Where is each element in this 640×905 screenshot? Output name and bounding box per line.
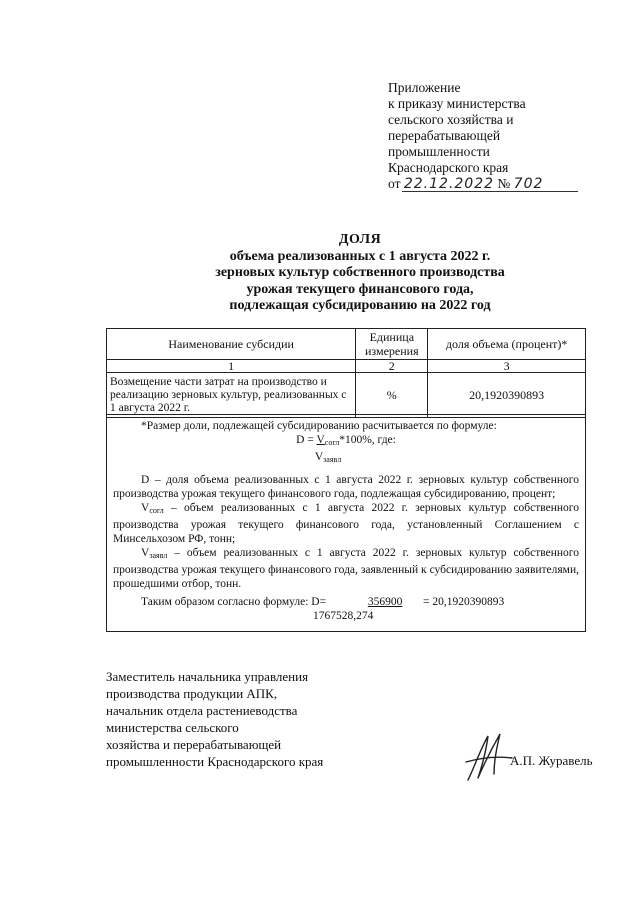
signer-block — [106, 668, 406, 770]
order-reference — [388, 176, 588, 192]
formula-denominator-sub: заявл — [323, 455, 342, 464]
column-number: 1 — [107, 360, 356, 373]
title-line: объема реализованных с 1 августа 2022 г. — [229, 248, 491, 264]
signer-name: А.П. Журавель — [510, 753, 593, 768]
signer-line: министерства сельского — [106, 720, 239, 735]
formula-numerator-sub: согл — [324, 438, 340, 447]
formula-denominator-symbol: V — [314, 451, 324, 463]
result-value: = 20,1920390893 — [422, 596, 505, 608]
appendix-block — [388, 80, 588, 192]
result-prefix: Таким образом согласно формуле: D= — [141, 596, 327, 608]
appendix-line: Краснодарского края — [388, 160, 509, 175]
title-line: подлежащая субсидированию на 2022 год — [229, 298, 491, 313]
signer-line: производства продукции АПК, — [106, 686, 278, 701]
column-number: 3 — [428, 360, 586, 373]
result-formula — [141, 595, 579, 623]
order-number: 702 — [513, 176, 544, 192]
document-title — [150, 232, 570, 315]
signer-line: начальник отдела растениеводства — [106, 703, 298, 718]
table-row — [107, 373, 586, 418]
appendix-line: Приложение — [388, 80, 461, 95]
appendix-line: промышленности — [388, 144, 490, 159]
definition-v-sogl — [113, 501, 579, 546]
signer-line: хозяйства и перерабатывающей — [106, 737, 282, 752]
formula-denominator — [77, 450, 579, 467]
title-main: ДОЛЯ — [338, 232, 382, 247]
table-header-row — [107, 329, 586, 360]
order-underline — [402, 191, 578, 192]
formula-numerator — [316, 434, 339, 446]
formula-prefix: D = — [296, 434, 317, 446]
header-share: доля объема (процент)* — [428, 329, 586, 360]
appendix-line: сельского хозяйства и — [388, 112, 514, 127]
order-date: 22.12.2022 — [403, 176, 495, 192]
signer-line: Заместитель начальника управления — [106, 669, 309, 684]
column-number: 2 — [356, 360, 428, 373]
order-number-label: № — [497, 176, 511, 191]
definition-d: D – доля объема реализованных с 1 августа 2022 г. зерновых культур собственного производства урожая текущего финансового года, подлежащая субсидированию, процент; — [113, 474, 579, 500]
subsidy-table — [106, 328, 586, 418]
handwritten-signature — [460, 728, 516, 788]
v-sogl-sub: согл — [149, 506, 164, 515]
formula-numerator-symbol: V — [316, 434, 325, 446]
v-sogl-symbol: V — [141, 502, 150, 514]
formula — [113, 433, 579, 450]
formula-intro: *Размер доли, подлежащей субсидированию расчитывается по формуле: — [141, 420, 497, 432]
appendix-line: к приказу министерства — [388, 96, 526, 111]
formula-box — [106, 414, 586, 632]
order-prefix: от — [388, 176, 401, 191]
result-denominator: 1767528,274 — [313, 610, 374, 622]
share-cell: 20,1920390893 — [428, 373, 586, 418]
title-line: урожая текущего финансового года, — [246, 281, 474, 297]
title-line: зерновых культур собственного производства — [215, 265, 505, 280]
header-unit: Единица измерения — [356, 329, 428, 360]
appendix-line: перерабатывающей — [388, 128, 501, 143]
v-zayavl-sub: заявл — [149, 551, 168, 560]
subsidy-name-cell: Возмещение части затрат на производство и реализацию зерновых культур, реализованных с 1 августа 2022 г. — [107, 373, 356, 418]
table-number-row — [107, 360, 586, 373]
v-sogl-text: – объем реализованных с 1 августа 2022 г. зерновых культур собственного производства урожая текущего финансового года, установленный Соглашением с Минсельхозом РФ, тонн; — [113, 502, 579, 545]
result-numerator: 356900 — [367, 596, 403, 608]
formula-suffix: *100%, где: — [339, 434, 396, 446]
header-subsidy-name: Наименование субсидии — [107, 329, 356, 360]
definition-v-zayavl — [113, 546, 579, 591]
signer-line: промышленности Краснодарского края — [106, 754, 324, 769]
v-zayavl-text: – объем реализованных с 1 августа 2022 г. зерновых культур собственного производства урожая текущего финансового года, заявленный к субсидированию заявителями, прошедшими отбор, тонн. — [113, 547, 579, 590]
v-zayavl-symbol: V — [141, 547, 150, 559]
unit-cell: % — [356, 373, 428, 418]
